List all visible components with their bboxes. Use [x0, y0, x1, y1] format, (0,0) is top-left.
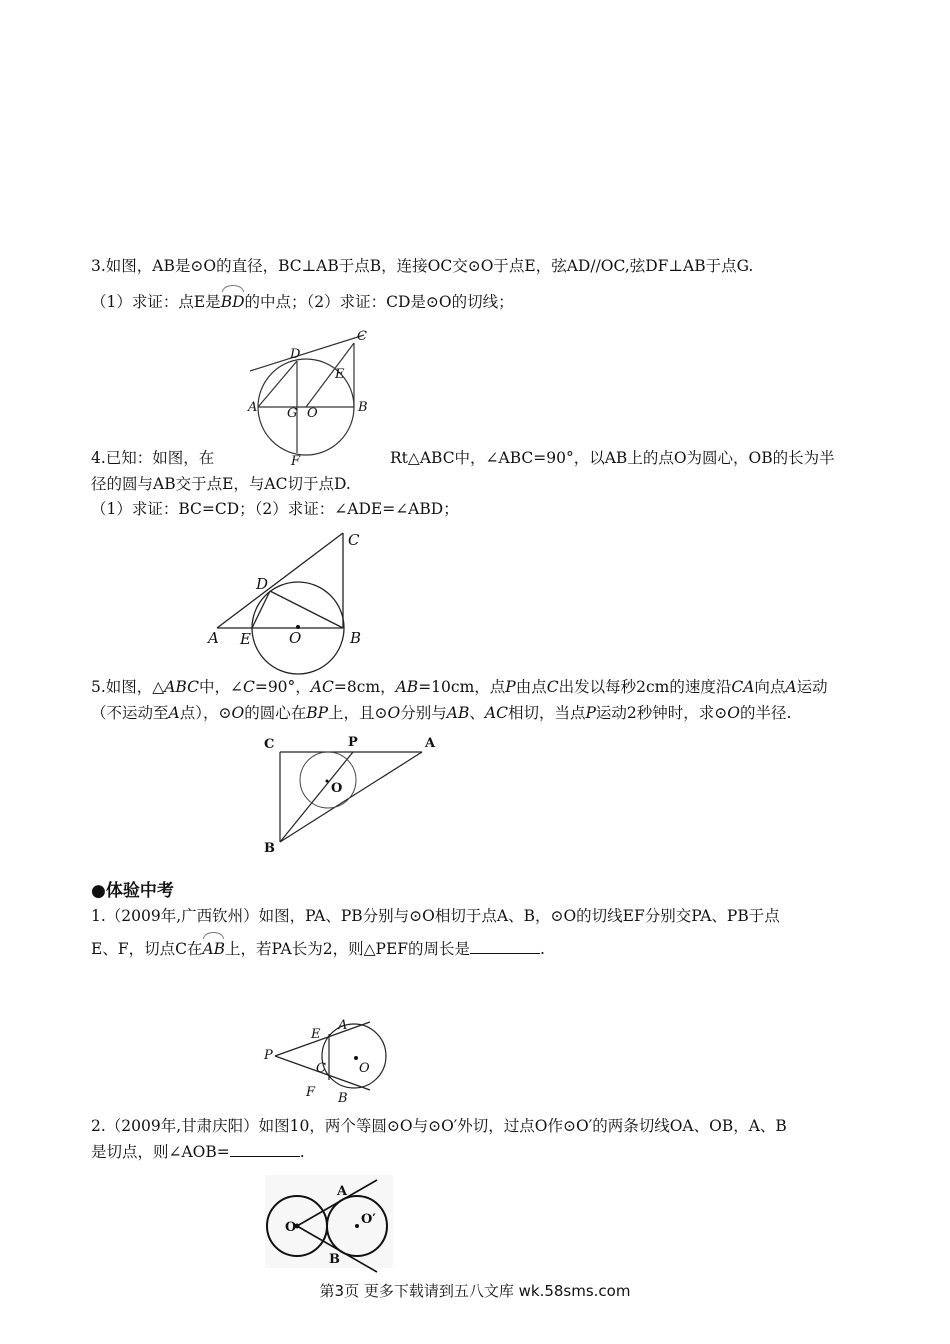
center-o [326, 780, 329, 783]
label-o: O [307, 406, 318, 421]
label-e: E [335, 367, 345, 382]
text-part: . [299, 1143, 305, 1161]
text-part: （不运动至 [91, 704, 169, 722]
exam-q2-statement-cont [91, 1141, 305, 1163]
problem-5-statement [91, 676, 828, 698]
text-part: AB [446, 704, 470, 722]
problem-4-questions: （1）求证：BC=CD；（2）求证：∠ADE=∠ABD； [91, 500, 459, 518]
problem-3-questions [91, 291, 514, 313]
center-o-prime [355, 1224, 359, 1228]
arc-bd: BD [220, 293, 245, 311]
text-part: 由点 [515, 678, 547, 696]
problem-5-statement-cont [91, 702, 791, 724]
label-f: F [306, 1085, 316, 1100]
text-part: A [785, 678, 797, 696]
text-part: 5.如图，△ [91, 678, 165, 696]
text-part: O [231, 704, 245, 722]
problem-3-figure [240, 325, 380, 470]
side-ac [217, 533, 343, 628]
exam-q1-statement: 1.（2009年,广西钦州）如图，PA、PB分别与⊙O相切于点A、B，⊙O的切线EF分别交PA、PB于点 [91, 907, 780, 925]
segment-de [252, 591, 270, 628]
exam-q1-statement-cont [91, 938, 545, 960]
text-part: 上，且⊙ [328, 704, 388, 722]
text-part: A [168, 704, 180, 722]
answer-blank [470, 939, 540, 954]
text-part: 点），⊙ [179, 704, 232, 722]
text-part: =8cm， [333, 678, 396, 696]
exam-q2-figure [265, 1175, 395, 1270]
text-part: 上，若PA长为2，则△PEF的周长是 [225, 940, 471, 958]
text-part: 分别与 [400, 704, 447, 722]
label-a: A [248, 400, 258, 415]
text-part: CA [731, 678, 755, 696]
text-part: AC [484, 704, 508, 722]
label-e: E [311, 1027, 321, 1042]
answer-blank [230, 1142, 300, 1157]
text-part: O [387, 704, 401, 722]
label-d: D [256, 575, 269, 593]
text-part: 的半径. [739, 704, 792, 722]
label-d: D [290, 347, 301, 362]
text-part: E、F，切点C在 [91, 940, 203, 958]
text-part: O [727, 704, 740, 722]
label-a: A [337, 1184, 348, 1199]
text-part: 的中点；（2）求证：CD是⊙O的切线； [244, 293, 514, 311]
center-o [354, 1056, 358, 1060]
text-part: 运动2秒钟时，求⊙ [595, 704, 728, 722]
label-o: O [285, 1220, 297, 1235]
text-part: 中，∠ [198, 678, 243, 696]
page-footer: 第3页 更多下载请到五八文库 wk.58sms.com [319, 1282, 631, 1300]
segment-oc [306, 343, 354, 407]
label-c: C [264, 737, 275, 752]
label-o: O [359, 1061, 370, 1076]
text-part: P [585, 704, 596, 722]
text-part: 向点 [754, 678, 786, 696]
label-a: A [208, 629, 219, 647]
text-part: 的圆心在 [244, 704, 307, 722]
label-o-prime: O′ [361, 1212, 376, 1227]
text-part: C [546, 678, 559, 696]
section-heading: ●体验中考 [91, 881, 174, 901]
exam-q1-figure [260, 1012, 400, 1104]
problem-4-statement-c: 径的圆与AB交于点E，与AC切于点D. [91, 475, 351, 493]
segment-bp [280, 752, 353, 842]
label-e: E [240, 630, 251, 648]
text-part: AB [395, 678, 419, 696]
circle-o [322, 1024, 386, 1088]
label-b: B [350, 629, 362, 647]
problem-4-figure [200, 525, 380, 680]
text-part: 相切，当点 [507, 704, 586, 722]
label-c: C [316, 1061, 326, 1076]
side-ab [280, 752, 422, 842]
arc-ab: AB [202, 940, 226, 958]
problem-3-statement: 3.如图，AB是⊙O的直径，BC⊥AB于点B，连接OC交⊙O于点E，弦AD//OC,弦DF⊥AB于点G. [91, 257, 754, 275]
label-b: B [338, 1091, 348, 1106]
label-c: C [348, 531, 360, 549]
label-c: C [357, 329, 367, 344]
label-p: P [348, 735, 358, 750]
label-b: B [358, 400, 368, 415]
text-part: 运动 [796, 678, 828, 696]
text-part: . [540, 940, 545, 958]
text-part: BP [306, 704, 329, 722]
exam-q2-statement: 2.（2009年,甘肃庆阳）如图10，两个等圆⊙O与⊙O′外切，过点O作⊙O′的两条切线OA、OB，A、B [91, 1117, 787, 1135]
text-part: 出发以每秒2cm的速度沿 [558, 678, 732, 696]
label-a: A [425, 736, 436, 751]
text-part: C [242, 678, 255, 696]
text-part: ABC [164, 678, 199, 696]
text-part: =90°， [254, 678, 311, 696]
label-p: P [264, 1048, 273, 1063]
label-b: B [264, 841, 275, 856]
label-a: A [338, 1018, 348, 1033]
label-o: O [331, 781, 343, 796]
text-part: （1）求证：点E是 [91, 293, 221, 311]
label-o: O [289, 629, 302, 647]
text-part: P [505, 678, 516, 696]
text-part: 、 [469, 704, 485, 722]
problem-4-statement-a: 4.已知：如图，在 [91, 449, 215, 467]
text-part: AC [310, 678, 334, 696]
text-part: 是切点，则∠AOB= [91, 1143, 230, 1161]
text-part: =10cm，点 [418, 678, 506, 696]
label-b: B [329, 1252, 340, 1267]
problem-5-figure [258, 732, 448, 857]
problem-4-statement-b: Rt△ABC中，∠ABC=90°，以AB上的点O为圆心，OB的长为半 [390, 449, 835, 467]
label-g: G [287, 406, 298, 421]
label-f: F [291, 454, 301, 469]
